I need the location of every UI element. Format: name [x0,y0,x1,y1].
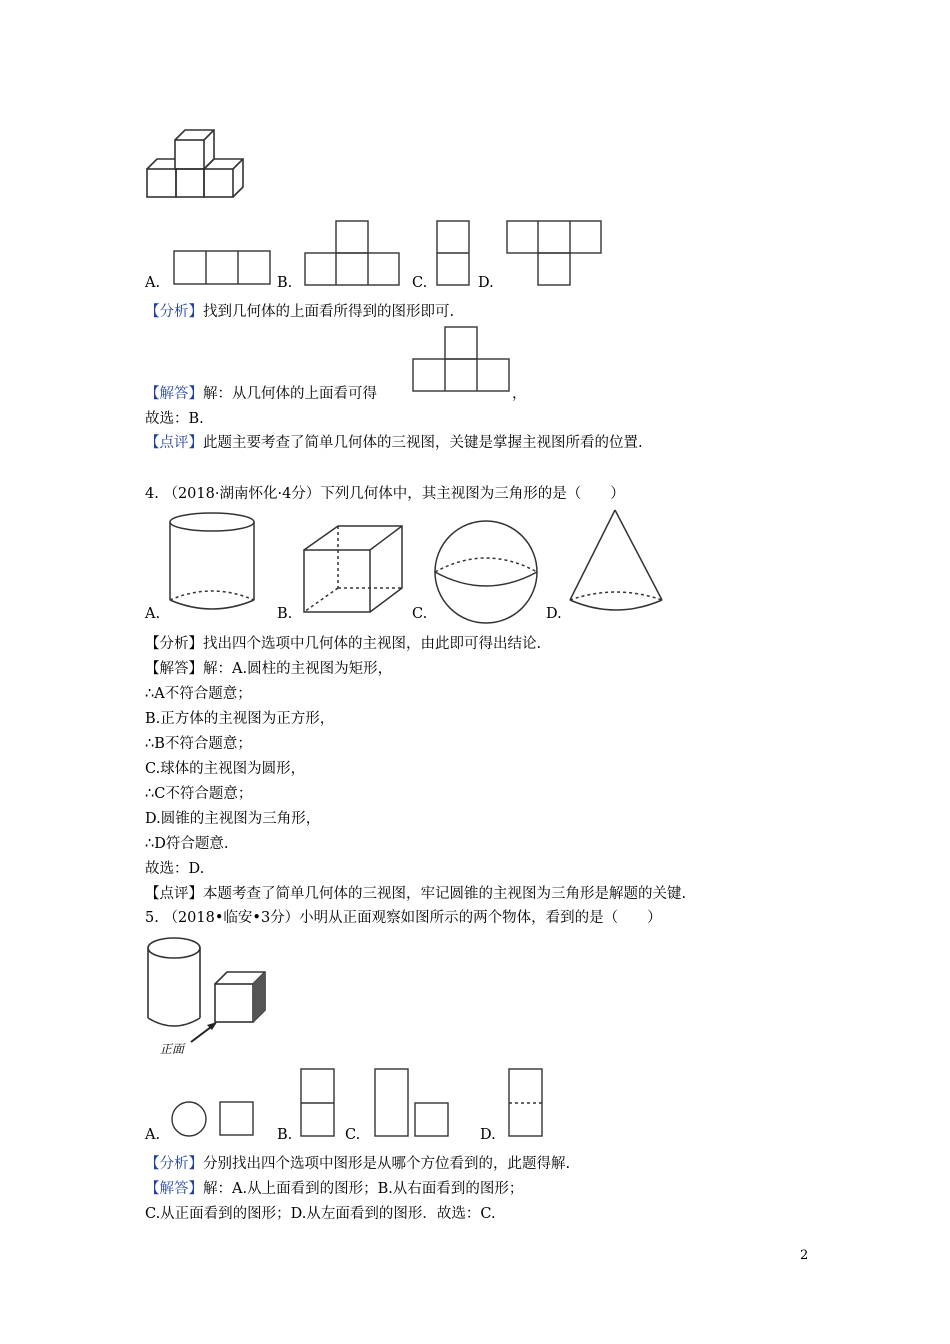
q3-option-a-label: A. [145,275,161,291]
review-text: 此题主要考查了简单几何体的三视图，关键是掌握主视图所看的位置. [203,435,643,451]
q3-option-b-label: B. [277,275,293,291]
q3-option-d-label: D. [478,275,494,291]
q4-answer-line: 【解答】解：A.圆柱的主视图为矩形， [145,661,393,677]
q3-answer [145,382,377,403]
q3-answer-comma: ， [512,386,527,402]
answer-text: 解：从几何体的上面看可得 [203,386,377,402]
q5-option-c-figure [373,1068,451,1138]
answer-text: 解：A.从上面看到的图形；B.从右面看到的图形； [203,1181,524,1197]
q5-answer [145,1177,523,1198]
q3-option-d-figure [506,220,602,286]
q4-answer-line: 故选：D. [145,861,205,877]
q4-option-c-label: C. [412,606,428,622]
cube-figure [300,524,406,616]
q5-option-b-figure [300,1068,336,1138]
q4-review: 【点评】本题考查了简单几何体的三视图，牢记圆锥的主视图为三角形是解题的关键. [145,886,687,902]
sphere-figure [432,522,540,622]
q4-option-a-label: A. [145,606,161,622]
cylinder-figure [166,510,258,614]
q4-analysis: 【分析】找出四个选项中几何体的主视图，由此即可得出结论. [145,636,542,652]
review-tag: 【点评】 [145,435,203,451]
analysis-tag: 【分析】 [145,1156,203,1172]
analysis-text: 分别找出四个选项中图形是从哪个方位看到的，此题得解. [203,1156,571,1172]
q3-answer-figure [412,326,510,392]
q4-option-b-label: B. [277,606,293,622]
q5-option-c-label: C. [345,1127,361,1143]
q3-analysis [145,300,454,321]
q4-answer-line: ∴A不符合题意； [145,686,252,702]
q5-option-b-label: B. [277,1127,293,1143]
cone-figure [568,508,664,614]
q4-stem: 4. （2018·湖南怀化·4分）下列几何体中，其主视图为三角形的是（ ） [145,486,625,502]
q3-option-b-figure [304,220,400,286]
q5-analysis [145,1152,570,1173]
q4-answer-line: ∴C不符合题意； [145,786,253,802]
q5-option-a-figure [170,1100,256,1138]
q3-review [145,431,643,452]
q4-answer-line: D.圆锥的主视图为三角形， [145,811,321,827]
q3-option-a-figure [173,250,271,286]
q4-answer-line: ∴D符合题意. [145,836,229,852]
analysis-tag: 【分析】 [145,304,203,320]
q5-stem: 5. （2018•临安•3分）小明从正面观察如图所示的两个物体，看到的是（ ） [145,910,662,926]
q4-answer-line: C.球体的主视图为圆形， [145,761,306,777]
q5-answer-line2: C.从正面看到的图形；D.从左面看到的图形．故选：C. [145,1206,496,1222]
q4-answer-line: ∴B不符合题意； [145,736,252,752]
answer-tag: 【解答】 [145,386,203,402]
answer-tag: 【解答】 [145,1181,203,1197]
q3-option-c-figure [436,220,470,286]
page-number: 2 [800,1248,809,1263]
q5-option-a-label: A. [145,1127,161,1143]
q4-answer-line: B.正方体的主视图为正方形， [145,711,335,727]
front-label: 正面 [160,1042,185,1056]
q4-option-d-label: D. [546,606,562,622]
q5-option-d-figure [508,1068,544,1138]
q3-solid-figure [145,128,245,200]
analysis-text: 找到几何体的上面看所得到的图形即可. [203,304,455,320]
q3-option-c-label: C. [412,275,428,291]
q3-choice: 故选：B. [145,411,204,427]
q5-option-d-label: D. [480,1127,496,1143]
